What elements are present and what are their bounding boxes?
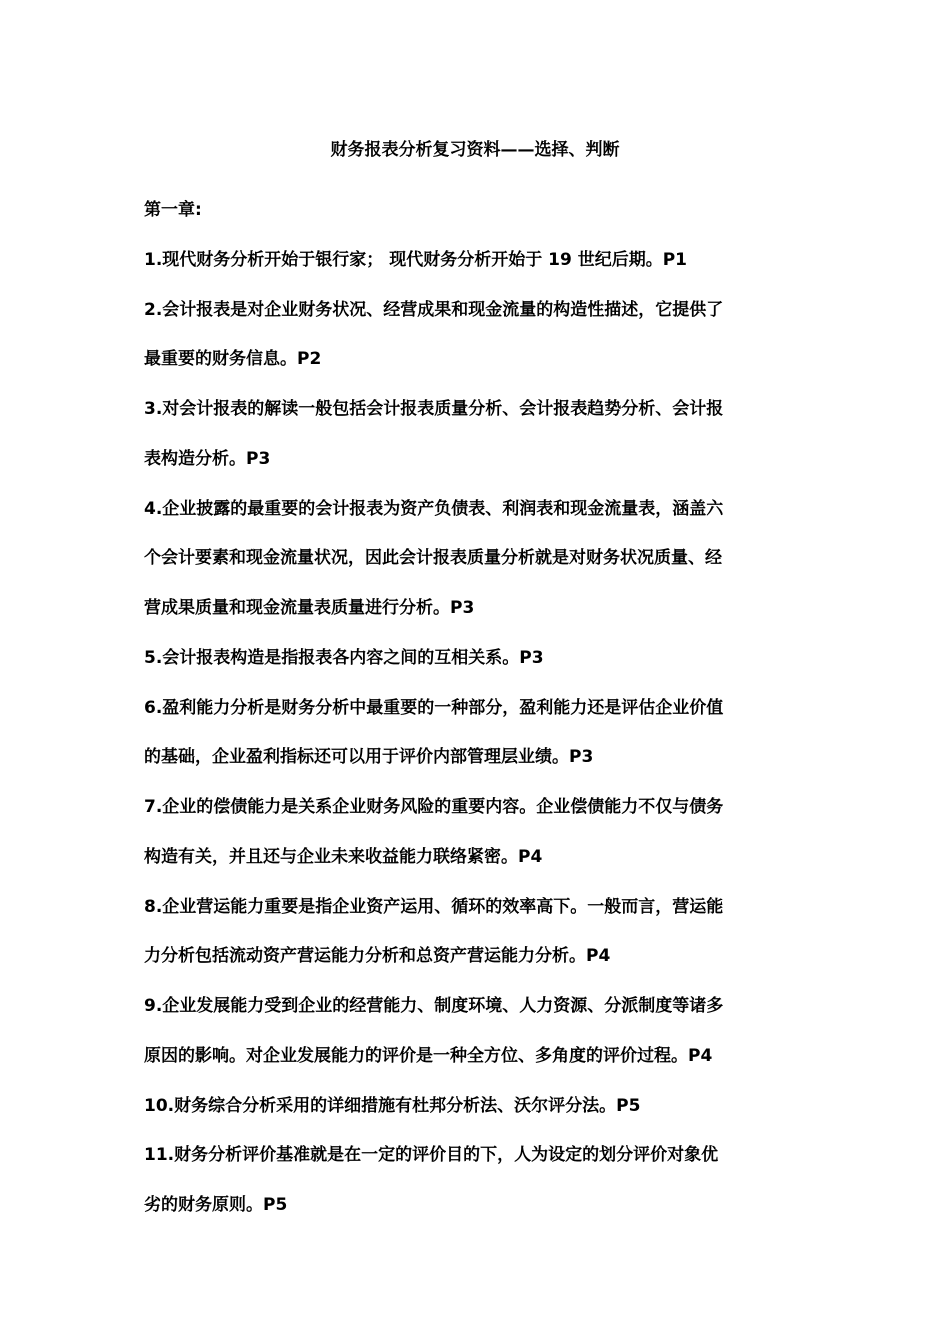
chapter-heading: 第一章: <box>144 200 202 220</box>
text-line: 力分析包括流动资产营运能力分析和总资产营运能力分析。P4 <box>144 946 611 967</box>
text-line: 个会计要素和现金流量状况，因此会计报表质量分析就是对财务状况质量、经 <box>144 548 722 569</box>
text-line: 9.企业发展能力受到企业的经营能力、制度环境、人力资源、分派制度等诸多 <box>144 996 724 1016</box>
text-line: 原因的影响。对企业发展能力的评价是一种全方位、多角度的评价过程。P4 <box>144 1045 713 1066</box>
text-line: 4.企业披露的最重要的会计报表为资产负债表、利润表和现金流量表，涵盖六 <box>144 498 724 519</box>
text-line: 6.盈利能力分析是财务分析中最重要的一种部分，盈利能力还是评估企业价值 <box>144 697 724 718</box>
text-line: 8.企业营运能力重要是指企业资产运用、循环的效率高下。一般而言，营运能 <box>144 896 724 917</box>
document-title: 财务报表分析复习资料——选择、判断 <box>330 140 620 160</box>
text-line: 10.财务综合分析采用的详细措施有杜邦分析法、沃尔评分法。P5 <box>144 1095 641 1116</box>
text-line: 1.现代财务分析开始于银行家； 现代财务分析开始于 19 世纪后期。P1 <box>144 249 687 270</box>
text-line: 3.对会计报表的解读一般包括会计报表质量分析、会计报表趋势分析、会计报 <box>144 399 724 419</box>
text-line: 最重要的财务信息。P2 <box>144 349 322 370</box>
text-line: 7.企业的偿债能力是关系企业财务风险的重要内容。企业偿债能力不仅与债务 <box>144 797 724 817</box>
text-line: 营成果质量和现金流量表质量进行分析。P3 <box>144 598 475 618</box>
text-line: 构造有关，并且还与企业未来收益能力联络紧密。P4 <box>144 846 543 867</box>
text-line: 11.财务分析评价基准就是在一定的评价目的下，人为设定的划分评价对象优 <box>144 1145 719 1166</box>
text-line: 劣的财务原则。P5 <box>144 1195 288 1215</box>
text-line: 的基础，企业盈利指标还可以用于评价内部管理层业绩。P3 <box>144 747 594 768</box>
document-body <box>144 186 810 1231</box>
text-line: 2.会计报表是对企业财务状况、经营成果和现金流量的构造性描述，它提供了 <box>144 299 724 320</box>
text-line: 表构造分析。P3 <box>144 448 271 469</box>
text-line: 5.会计报表构造是指报表各内容之间的互相关系。P3 <box>144 647 544 668</box>
